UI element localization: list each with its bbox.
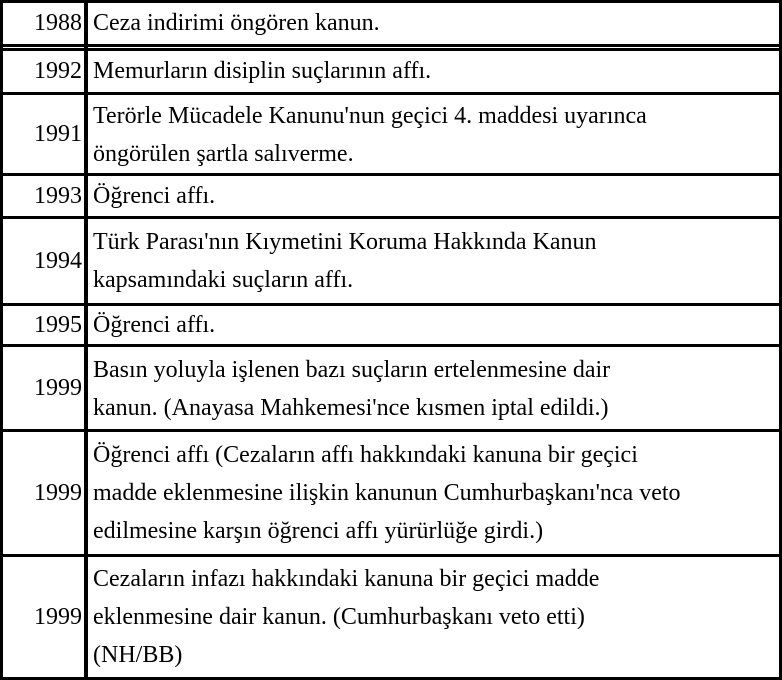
year-cell: 1999 [3, 347, 84, 429]
description-cell: Türk Parası'nın Kıymetini Koruma Hakkında Kanun kapsamındaki suçların affı. [88, 219, 779, 303]
description-cell: Öğrenci affı. [88, 176, 779, 216]
year-cell: 1993 [3, 176, 84, 216]
year-cell: 1988 [3, 3, 84, 44]
table-row [0, 95, 782, 173]
description-cell: Öğrenci affı (Cezaların affı hakkındaki kanuna bir geçici madde eklenmesine ilişkin kanunun Cumhurbaşkanı'nca veto edilmesine karşın öğrenci affı yürürlüğe girdi.) [88, 432, 779, 554]
year-cell: 1994 [3, 219, 84, 303]
row-divider [0, 44, 782, 47]
description-cell: Öğrenci affı. [88, 306, 779, 344]
table-row [0, 432, 782, 554]
year-cell: 1991 [3, 95, 84, 173]
description-cell: Cezaların infazı hakkındaki kanuna bir geçici madde eklenmesine dair kanun. (Cumhurbaşkanı veto etti) (NH/BB) [88, 557, 779, 677]
table-row [0, 557, 782, 677]
table-top-border [0, 0, 782, 3]
table-row [0, 51, 782, 92]
row-divider [0, 48, 782, 51]
table-left-border [0, 0, 3, 680]
year-cell: 1999 [3, 432, 84, 554]
table-row [0, 347, 782, 429]
year-cell: 1992 [3, 51, 84, 92]
year-cell: 1999 [3, 557, 84, 677]
description-cell: Ceza indirimi öngören kanun. [88, 3, 779, 44]
description-cell: Memurların disiplin suçlarının affı. [88, 51, 779, 92]
table-row [0, 219, 782, 303]
table-row [0, 3, 782, 44]
table-row [0, 306, 782, 344]
description-cell: Basın yoluyla işlenen bazı suçların ertelenmesine dair kanun. (Anayasa Mahkemesi'nce kısmen iptal edildi.) [88, 347, 779, 429]
year-cell: 1995 [3, 306, 84, 344]
column-divider [84, 0, 88, 680]
description-cell: Terörle Mücadele Kanunu'nun geçici 4. maddesi uyarınca öngörülen şartla salıverme. [88, 95, 779, 173]
table-row [0, 176, 782, 216]
